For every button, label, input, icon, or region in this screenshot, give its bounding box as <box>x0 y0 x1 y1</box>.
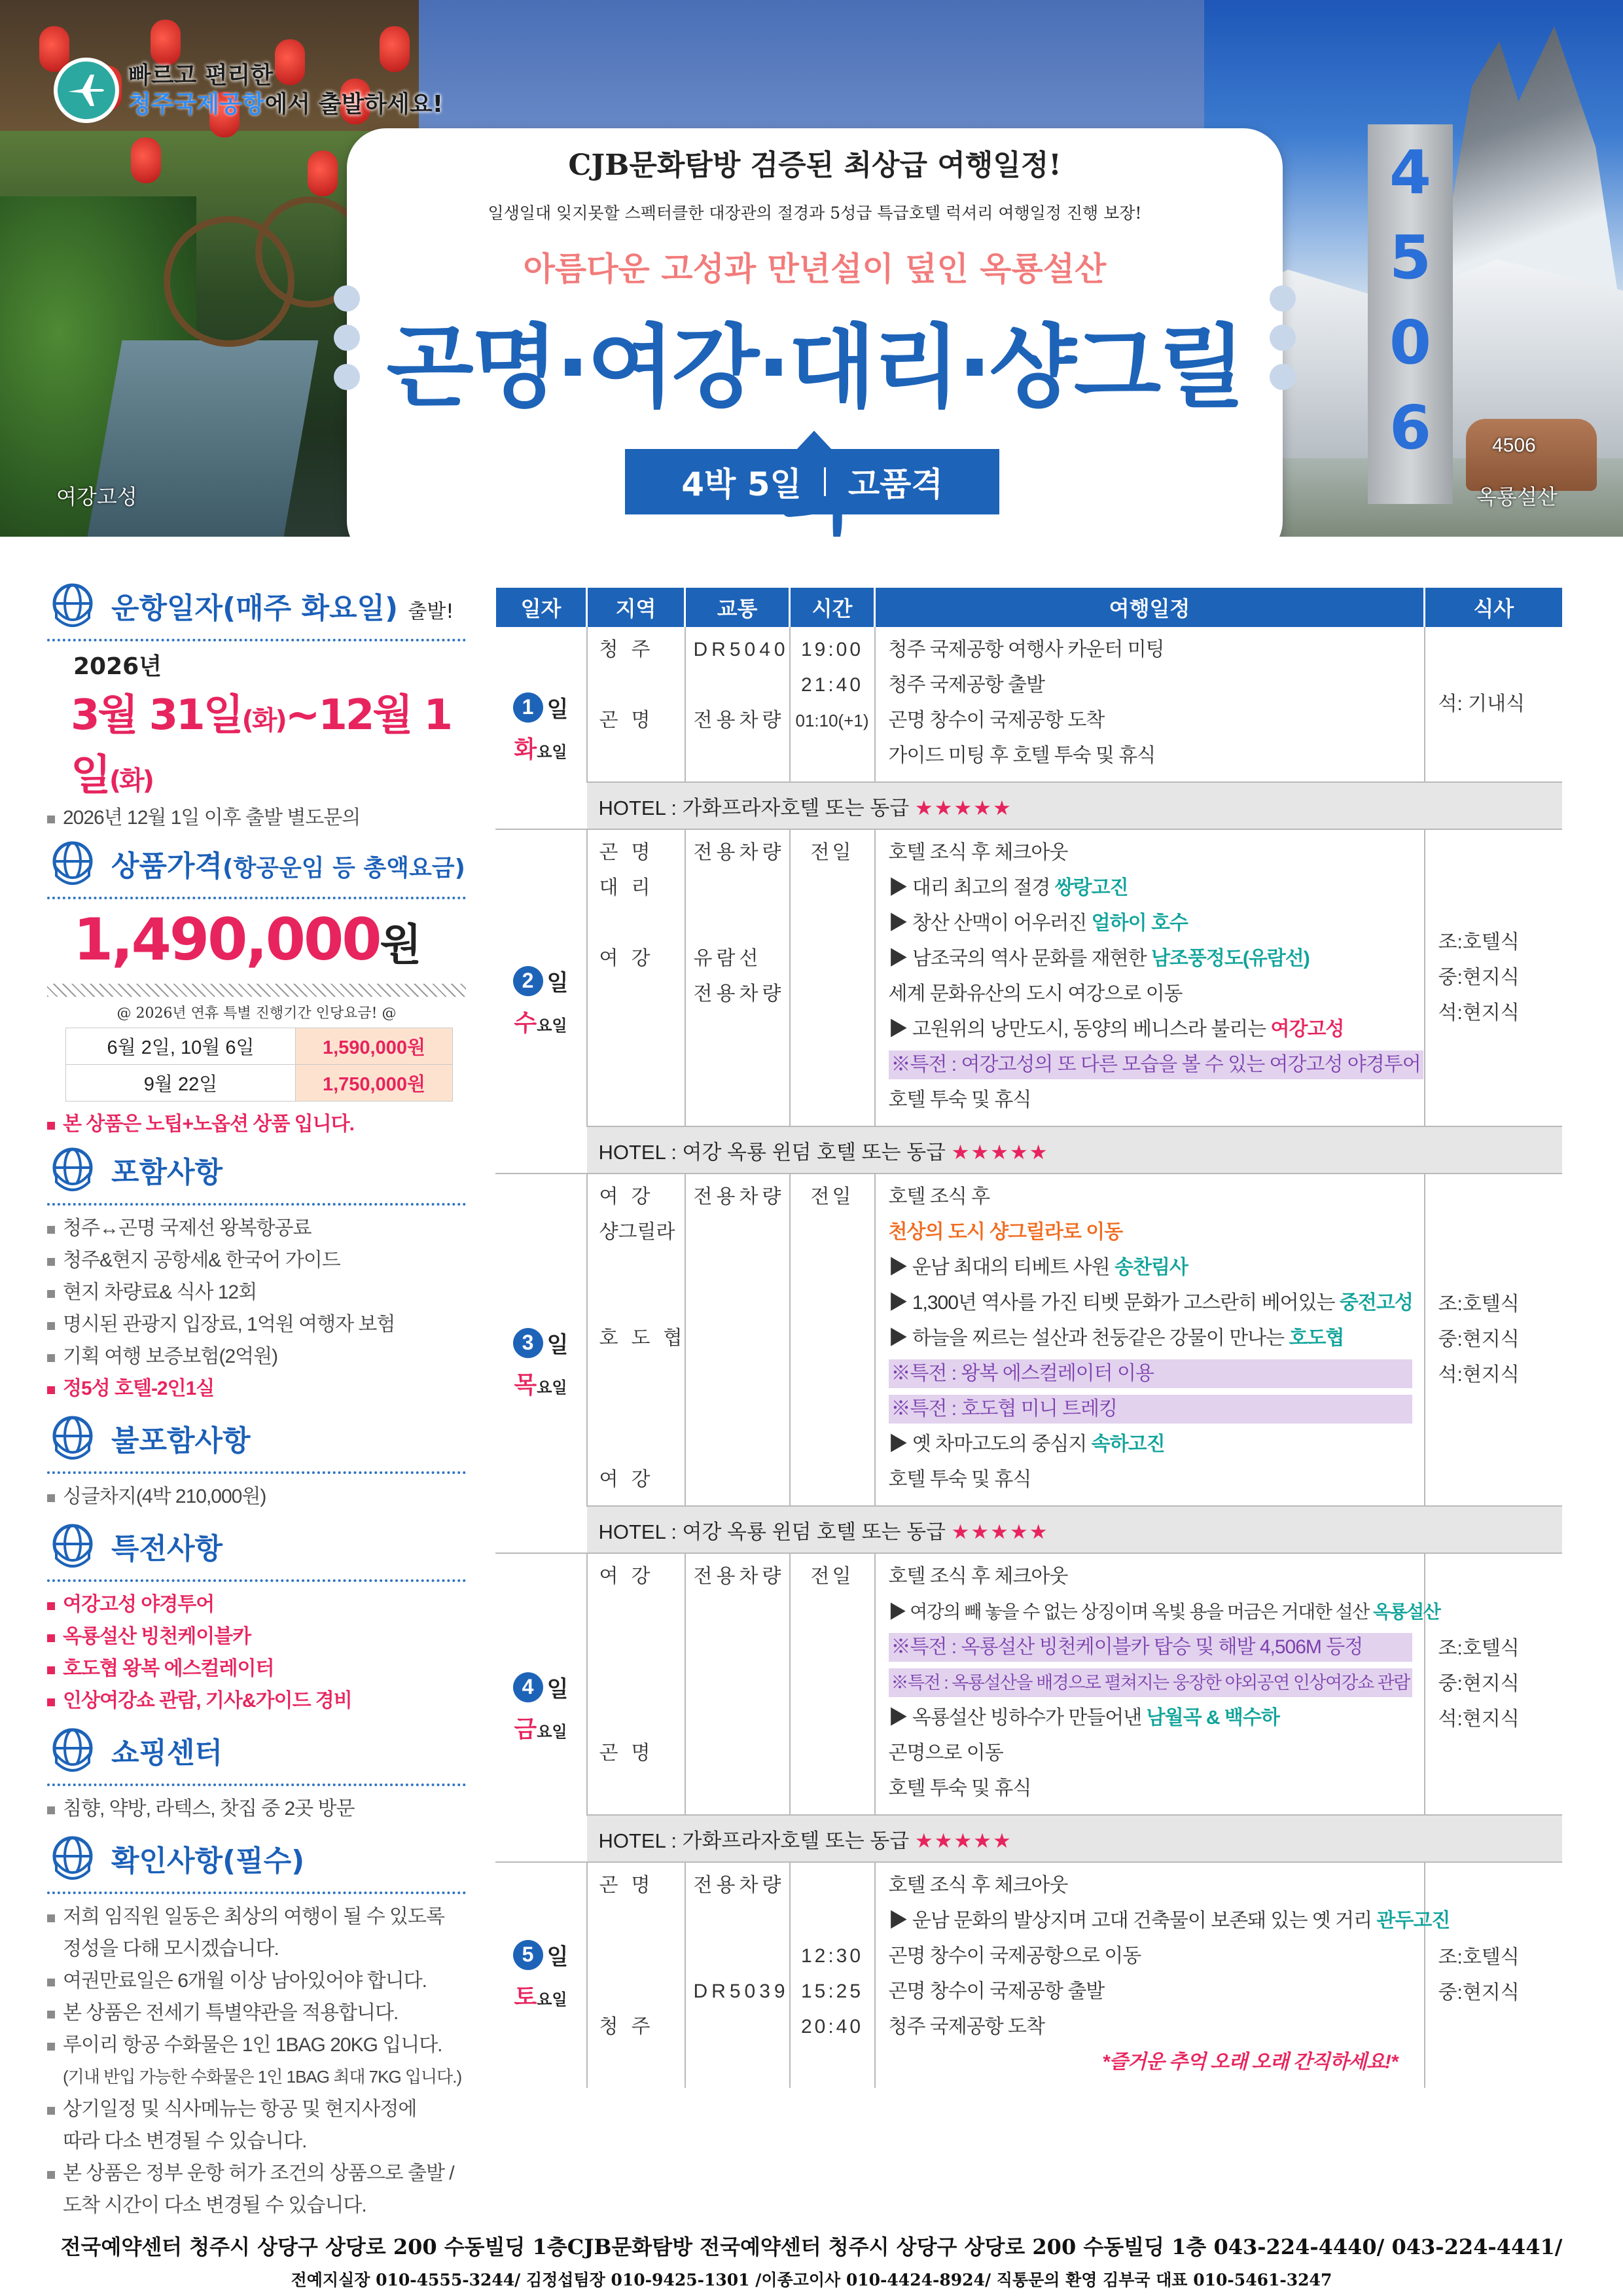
footer-contact <box>0 2231 1623 2291</box>
confirm-title: 확인사항 <box>111 1844 223 1878</box>
operation-title: 운항일자 <box>111 592 223 625</box>
itinerary-cell: 호텔 조식 후 체크아웃 ▶ 운남 문화의 발상지며 고대 건축물이 보존돼 있는 옛 거리 관두고진 곤명 창수이 국제공항으로 이동 곤명 창수이 국제공항 출발 청주 국제공항 도착 *즐거운 추억 오래 오래 간직하세요!* <box>875 1862 1425 2088</box>
meal-cell: 조:호텔식 중:현지식 석:현지식 <box>1425 829 1562 1126</box>
list-item-cont: (기내 반입 가능한 수화물은 1인 1BAG 최대 7KG 입니다.) <box>63 2067 462 2087</box>
duration: 4박 5일 <box>681 465 802 503</box>
five-stars-icon: ★★★★★ <box>914 1829 1012 1852</box>
special-benefit-badge: ※특전 : 옥룡설산을 배경으로 펼쳐지는 웅장한 야외공연 인상여강쇼 관람 <box>889 1668 1412 1697</box>
hotel-row: HOTEL : 여강 옥룡 윈덤 호텔 또는 동급 ★★★★★ <box>495 1126 1562 1174</box>
list-item-cont: 따라 다소 변경될 수 있습니다. <box>63 2130 307 2152</box>
meal-cell: 조:호텔식 중:현지식 석:현지식 <box>1425 1174 1562 1506</box>
globe-mask-icon <box>47 1412 98 1463</box>
time-cell: 19:00 21:40 01:10(+1) <box>790 627 875 782</box>
list-item: 청주&현지 공항세& 한국어 가이드 <box>47 1244 466 1276</box>
special-benefit-badge: ※특전 : 옥룡설산 빙천케이블카 탑승 및 해발 4,506M 등정 <box>889 1633 1412 1662</box>
transport-cell: DR5040 전용차량 <box>685 627 790 782</box>
flight-badge <box>54 58 443 123</box>
hotel-row: HOTEL : 여강 옥룡 윈덤 호텔 또는 동급 ★★★★★ <box>495 1506 1562 1553</box>
col-header: 여행일정 <box>875 588 1425 627</box>
time-cell: 12:30 15:25 20:40 <box>790 1862 875 2088</box>
closing-message: *즐거운 추억 오래 오래 간직하세요!* <box>1102 2051 1398 2073</box>
operation-title-paren: (매주 화요일) <box>223 592 399 625</box>
hotel-row: HOTEL : 가화프라자호텔 또는 동급 ★★★★★ <box>495 782 1562 829</box>
day-cell: 2 일 수요일 <box>495 829 587 1174</box>
globe-mask-icon <box>47 1520 98 1571</box>
shopping-title: 쇼핑센터 <box>111 1736 223 1770</box>
stone-digit: 5 <box>1389 223 1431 293</box>
day-row-3 <box>495 1174 1562 1506</box>
day-cell: 3 일 목요일 <box>495 1174 587 1553</box>
list-item: 명시된 관광지 입장료, 1억원 여행자 보험 <box>47 1308 466 1340</box>
day-row-1 <box>495 627 1562 782</box>
included-title: 포함사항 <box>111 1156 223 1189</box>
region-cell: 곤명 대리 여강 <box>587 829 685 1126</box>
region-cell: 여강 곤명 <box>587 1553 685 1815</box>
photo-caption-right: 옥룡설산 <box>1476 485 1558 509</box>
price-title-paren: (항공운임 등 총액요금) <box>223 855 465 882</box>
no-tip-notice: 본 상품은 노팁+노옵션 상품 입니다. <box>47 1108 466 1140</box>
special-benefit-badge: ※특전 : 왕복 에스컬레이터 이용 <box>889 1359 1412 1388</box>
special-benefit-badge: ※특전 : 호도협 미니 트레킹 <box>889 1395 1412 1424</box>
list-item: 본 상품은 전세기 특별약관을 적용합니다. <box>47 1997 466 2029</box>
confirm-title-paren: (필수) <box>223 1844 305 1878</box>
col-header: 시간 <box>790 588 875 627</box>
transport-cell: 전용차량 <box>685 1174 790 1506</box>
col-header: 일자 <box>495 588 587 627</box>
section-price <box>47 834 466 893</box>
section-specials <box>47 1516 466 1575</box>
time-cell: 전일 <box>790 1553 875 1815</box>
transport-cell: 전용차량 DR5039 <box>685 1862 790 2088</box>
operation-year: 2026년 <box>73 653 162 680</box>
stone-digit: 6 <box>1389 393 1431 463</box>
day-row-2 <box>495 829 1562 1126</box>
footer-line2: 전예지실장 010-4555-3244/ 김정섭팀장 010-9425-1301 /이종고이사 010-4424-8924/ 직통문의 환영 김부국 대표 010-5461-3247 <box>291 2270 1332 2289</box>
operation-daterange: 3월 31일(화)~12월 1일(화) <box>71 691 452 800</box>
transport-cell: 전용차량 <box>685 1553 790 1815</box>
globe-mask-icon <box>47 838 98 889</box>
special-benefit-badge: ※특전 : 여강고성의 또 다른 모습을 볼 수 있는 여강고성 야경투어 <box>889 1050 1423 1079</box>
day-row-5 <box>495 1862 1562 2088</box>
region-cell: 곤명 청주 <box>587 1862 685 2088</box>
col-header: 식사 <box>1425 588 1562 627</box>
flight-airport: 청주국제공항 <box>128 91 265 118</box>
peak-row: 9월 22일 1,750,000원 <box>66 1065 453 1102</box>
col-header: 교통 <box>685 588 790 627</box>
price-title: 상품가격 <box>111 850 223 883</box>
peak-row: 6월 2일, 10월 6일 1,590,000원 <box>66 1028 453 1065</box>
meal-cell: 조:호텔식 중:현지식 <box>1425 1862 1562 2088</box>
itinerary-table <box>494 588 1562 2088</box>
itinerary-cell: 호텔 조식 후 체크아웃 ▶ 여강의 빼 놓을 수 없는 상징이며 옥빛 용을 머금은 거대한 설산 옥룡설산 ※특전 : 옥룡설산 빙천케이블카 탑승 및 해발 4,506M 등정 ※특전 : 옥룡설산을 배경으로 펼쳐지는 웅장한 야외공연 인상여강쇼 관람 ▶ 옥룡설산 빙하수가 만들어낸 남월곡 & 백수하 곤명으로 이동 호텔 투숙 및 휴식 <box>875 1553 1425 1815</box>
list-item: 싱글차지(4박 210,000원) <box>47 1480 466 1513</box>
list-item: 호도협 왕복 에스컬레이터 <box>47 1653 466 1685</box>
stone-digit: 4 <box>1389 137 1431 207</box>
list-item: 청주↔곤명 국제선 왕복항공료 <box>47 1212 466 1244</box>
list-item: 옥룡설산 빙천케이블카 <box>47 1621 466 1653</box>
time-cell: 전일 <box>790 1174 875 1506</box>
tour-title: 곤명·여강·대리·샹그릴 <box>386 315 1243 420</box>
globe-mask-icon <box>47 580 98 631</box>
title-ticket <box>347 128 1283 537</box>
list-item: 저희 임직원 일동은 최상의 여행이 될 수 있도록 <box>47 1901 466 1933</box>
peak-note: @ 2026년 연휴 특별 진행기간 인당요금! @ <box>116 1005 397 1022</box>
operation-note: 2026년 12월 1일 이후 출발 별도문의 <box>47 802 466 834</box>
tagline: 아름다운 고성과 만년설이 덮인 옥룡설산 <box>523 249 1107 288</box>
transport-cell: 전용차량 유람선 전용차량 <box>685 829 790 1126</box>
headline: CJB문화탐방 검증된 최상급 여행일정! <box>568 149 1061 182</box>
section-excluded <box>47 1408 466 1467</box>
day-cell: 5 일 토요일 <box>495 1862 587 2088</box>
list-item-highlight: 정5성 호텔-2인1실 <box>47 1372 466 1405</box>
duration-badge <box>625 449 999 514</box>
day-cell: 1 일 화요일 <box>495 627 587 829</box>
day-cell: 4 일 금요일 <box>495 1553 587 1862</box>
list-item: 본 상품은 정부 운항 허가 조건의 상품으로 출발 / <box>47 2157 466 2189</box>
list-item: 침향, 약방, 라텍스, 찻집 중 2곳 방문 <box>47 1793 466 1825</box>
info-sidebar <box>47 576 466 2221</box>
list-item: 여강고성 야경투어 <box>47 1588 466 1621</box>
flight-line2: 에서 출발하세요! <box>264 91 444 118</box>
itinerary-cell: 호텔 조식 후 체크아웃 ▶ 대리 최고의 절경 쌍랑고진 ▶ 창산 산맥이 어우러진 얼하이 호수 ▶ 남조국의 역사 문화를 재현한 남조풍정도(유람선) 세계 문화유산의 도시 여강으로 이동 ▶ 고원위의 낭만도시, 동양의 베니스라 불리는 여강고성 ※특전 : 여강고성의 또 다른 모습을 볼 수 있는 여강고성 야경투어 호텔 투숙 및 휴식 <box>875 829 1425 1126</box>
globe-mask-icon <box>47 1144 98 1195</box>
footer-line1: 전국예약센터 청주시 상당구 상당로 200 수동빌딩 1층CJB문화탐방 전국예약센터 청주시 상당구 상당로 200 수동빌딩 1층 043-224-4440/ 043-224-4441/ <box>60 2234 1563 2259</box>
day-row-4 <box>495 1553 1562 1815</box>
grade: 고품격 <box>847 465 943 503</box>
hero-banner <box>0 0 1623 537</box>
excluded-title: 불포함사항 <box>111 1424 251 1458</box>
hotel-row: HOTEL : 가화프라자호텔 또는 동급 ★★★★★ <box>495 1815 1562 1862</box>
list-item: 상기일정 및 식사메뉴는 항공 및 현지사정에 <box>47 2093 466 2125</box>
itinerary-cell: 청주 국제공항 여행사 카운터 미팅 청주 국제공항 출발 곤명 창수이 국제공항 도착 가이드 미팅 후 호텔 투숙 및 휴식 <box>875 627 1425 782</box>
meal-cell: 조:호텔식 중:현지식 석:현지식 <box>1425 1553 1562 1815</box>
meal-cell: 석: 기내식 <box>1425 627 1562 782</box>
globe-mask-icon <box>47 1725 98 1776</box>
five-stars-icon: ★★★★★ <box>914 796 1012 819</box>
region-cell: 청주 곤명 <box>587 627 685 782</box>
section-operation <box>47 576 466 635</box>
five-stars-icon: ★★★★★ <box>951 1520 1049 1543</box>
subline: 일생일대 잊지못할 스펙터클한 대장관의 절경과 5성급 특급호텔 럭셔리 여행일정 진행 보장! <box>488 204 1142 223</box>
col-header: 지역 <box>587 588 685 627</box>
stone-digit: 0 <box>1389 308 1431 378</box>
photo-caption-left: 여강고성 <box>56 485 137 509</box>
specials-title: 특전사항 <box>111 1532 223 1566</box>
operation-tail: 출발! <box>408 600 454 623</box>
list-item: 기획 여행 보증보험(2억원) <box>47 1340 466 1372</box>
section-shopping <box>47 1721 466 1780</box>
region-cell: 여강 샹그릴라 호도협 여강 <box>587 1174 685 1506</box>
peak-price-table <box>65 1028 453 1102</box>
airplane-icon <box>54 58 119 123</box>
table-header-row <box>495 588 1562 627</box>
price-amount: 1,490,000원 <box>73 906 420 973</box>
section-included <box>47 1140 466 1199</box>
list-item: 여권만료일은 6개월 이상 남아있어야 합니다. <box>47 1965 466 1997</box>
list-item-cont: 정성을 다해 모시겠습니다. <box>63 1938 279 1960</box>
flight-line1: 빠르고 편리한 <box>128 62 274 89</box>
list-item: 인상여강쇼 관람, 기사&가이드 경비 <box>47 1685 466 1717</box>
itinerary-cell: 호텔 조식 후 천상의 도시 샹그릴라로 이동 ▶ 운남 최대의 티베트 사원 송찬림사 ▶ 1,300년 역사를 가진 티벳 문화가 고스란히 베어있는 중전고성 ▶ 하늘을 찌르는 설산과 천둥같은 강물이 만나는 호도협 ※특전 : 왕복 에스컬레이터 이용 ※특전 : 호도협 미니 트레킹 ▶ 옛 차마고도의 중심지 속하고진 호텔 투숙 및 휴식 <box>875 1174 1425 1506</box>
list-item: 루이리 항공 수화물은 1인 1BAG 20KG 입니다. <box>47 2029 466 2061</box>
five-stars-icon: ★★★★★ <box>951 1140 1049 1164</box>
list-item: 현지 차량료& 식사 12회 <box>47 1276 466 1308</box>
list-item-cont: 도착 시간이 다소 변경될 수 있습니다. <box>63 2195 366 2216</box>
rock-label: 4506 <box>1492 435 1536 456</box>
section-confirm <box>47 1829 466 1888</box>
globe-mask-icon <box>47 1833 98 1884</box>
time-cell: 전일 <box>790 829 875 1126</box>
